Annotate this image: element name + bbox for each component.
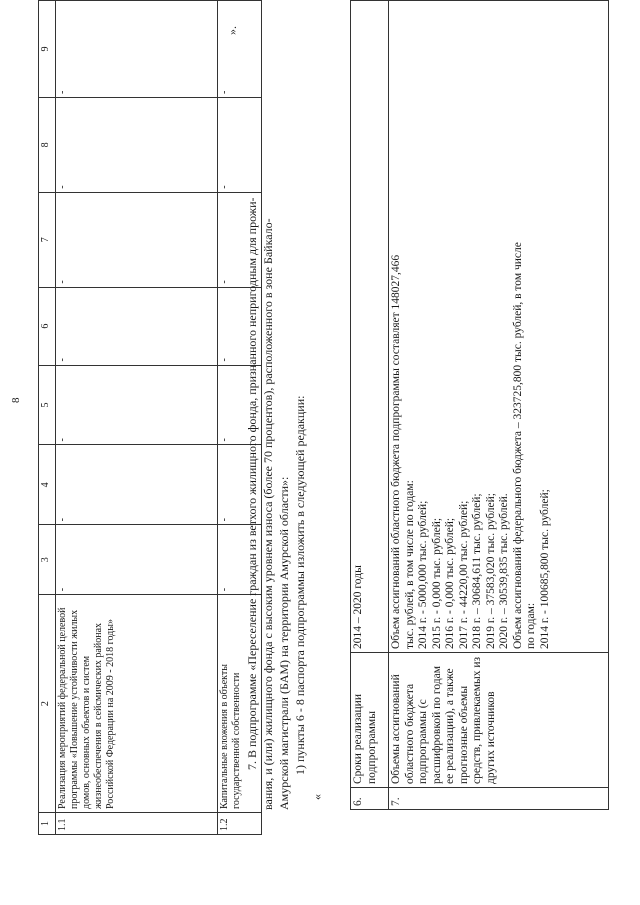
paragraph-line: Амурской магистрали (БАМ) на территории Амурской области»: bbox=[277, 476, 291, 810]
col-header: 5 bbox=[39, 365, 56, 445]
cell-value: - bbox=[56, 192, 218, 287]
cell-value: - bbox=[218, 525, 262, 595]
col-header: 8 bbox=[39, 97, 56, 192]
table-row bbox=[351, 1, 389, 810]
cell-value: - bbox=[56, 287, 218, 365]
cell-value: - bbox=[218, 365, 262, 445]
col-header: 7 bbox=[39, 192, 56, 287]
col-header: 1 bbox=[39, 813, 56, 835]
cell-value: - bbox=[218, 97, 262, 192]
row-number: 1.2 bbox=[218, 813, 262, 835]
page-number: 8 bbox=[10, 397, 22, 403]
value-line: 2019 г. – 37583,020 тыс. рублей; bbox=[484, 493, 497, 649]
table-row bbox=[389, 1, 609, 810]
header-row bbox=[39, 1, 56, 835]
row-number: 7. bbox=[389, 788, 609, 810]
value-line: 2014 г. - 5000,000 тыс. рублей; bbox=[417, 500, 429, 649]
value-line: 2018 г. – 30684,611 тыс. рублей; bbox=[471, 493, 483, 649]
row-number: 6. bbox=[351, 788, 389, 810]
value-line: 2017 г. - 44220,00 тыс. рублей; bbox=[457, 500, 470, 649]
table-row bbox=[56, 1, 218, 835]
value-line: по годам: bbox=[525, 602, 537, 649]
program-table bbox=[38, 0, 262, 835]
cell-value: - bbox=[218, 1, 262, 98]
value-line: 2020 г. – 30539,835 тыс. рублей. bbox=[498, 493, 510, 649]
col-header: 3 bbox=[39, 525, 56, 595]
value-line: 2015 г. - 0,000 тыс. рублей; bbox=[430, 517, 443, 649]
row-name: Реализация мероприятий федеральной целевой программы «Повышение устойчивости жилых домов, основных объектов и систем жизнеобеспечения в сейсмических районах Российской Федерации на 2009 - 2018 годы» bbox=[56, 595, 218, 813]
row-value bbox=[389, 1, 609, 653]
cell-value: - bbox=[218, 192, 262, 287]
col-header: 9 bbox=[39, 1, 56, 98]
col-header: 4 bbox=[39, 445, 56, 525]
row-number: 1.1 bbox=[56, 813, 218, 835]
cell-value: - bbox=[56, 525, 218, 595]
value-line: Объем ассигнований федерального бюджета – 323725,800 тыс. рублей, в том числе bbox=[511, 242, 524, 649]
cell-value: - bbox=[56, 445, 218, 525]
row-name: Капитальные вложения в объекты государственной собственности bbox=[218, 595, 262, 813]
value-line: тыс. рублей, в том числе по годам: bbox=[403, 480, 416, 649]
row-name: Объемы ассигнований областного бюджета подпрограммы (с расшифровкой по годам ее реализации), а также прогнозные объемы средств, привлекаемых из других источников bbox=[389, 653, 609, 788]
cell-value: - bbox=[218, 287, 262, 365]
cell-value: - bbox=[56, 365, 218, 445]
paragraph-line: « bbox=[310, 794, 324, 800]
cell-value: - bbox=[218, 445, 262, 525]
value-line: 2014 г. - 100685,800 тыс. рублей; bbox=[538, 489, 551, 649]
row-name: Сроки реализации подпрограммы bbox=[351, 653, 389, 788]
col-header: 2 bbox=[39, 595, 56, 813]
paragraph-line: 1) пункты 6 - 8 паспорта подпрограммы изложить в следующей редакции: bbox=[293, 395, 307, 775]
col-header: 6 bbox=[39, 287, 56, 365]
cell-value: - bbox=[56, 1, 218, 98]
cell-value: - bbox=[56, 97, 218, 192]
passport-table bbox=[350, 0, 609, 810]
paragraph-line: 7. В подпрограмме «Переселение граждан из ветхого жилищного фонда, признанного непригодным для прожи- bbox=[245, 197, 259, 770]
value-line: 2016 г. - 0,000 тыс. рублей; bbox=[444, 517, 456, 649]
row-value bbox=[351, 1, 389, 653]
paragraph-line: вания, и (или) жилищного фонда с высоким уровнем износа (более 70 процентов), расположенного в зоне Байкало- bbox=[261, 218, 275, 810]
value-line: 2014 – 2020 годы bbox=[352, 565, 364, 649]
closing-quote: ». bbox=[225, 26, 239, 35]
value-line: Объем ассигнований областного бюджета подпрограммы составляет 148027,466 bbox=[390, 254, 402, 649]
